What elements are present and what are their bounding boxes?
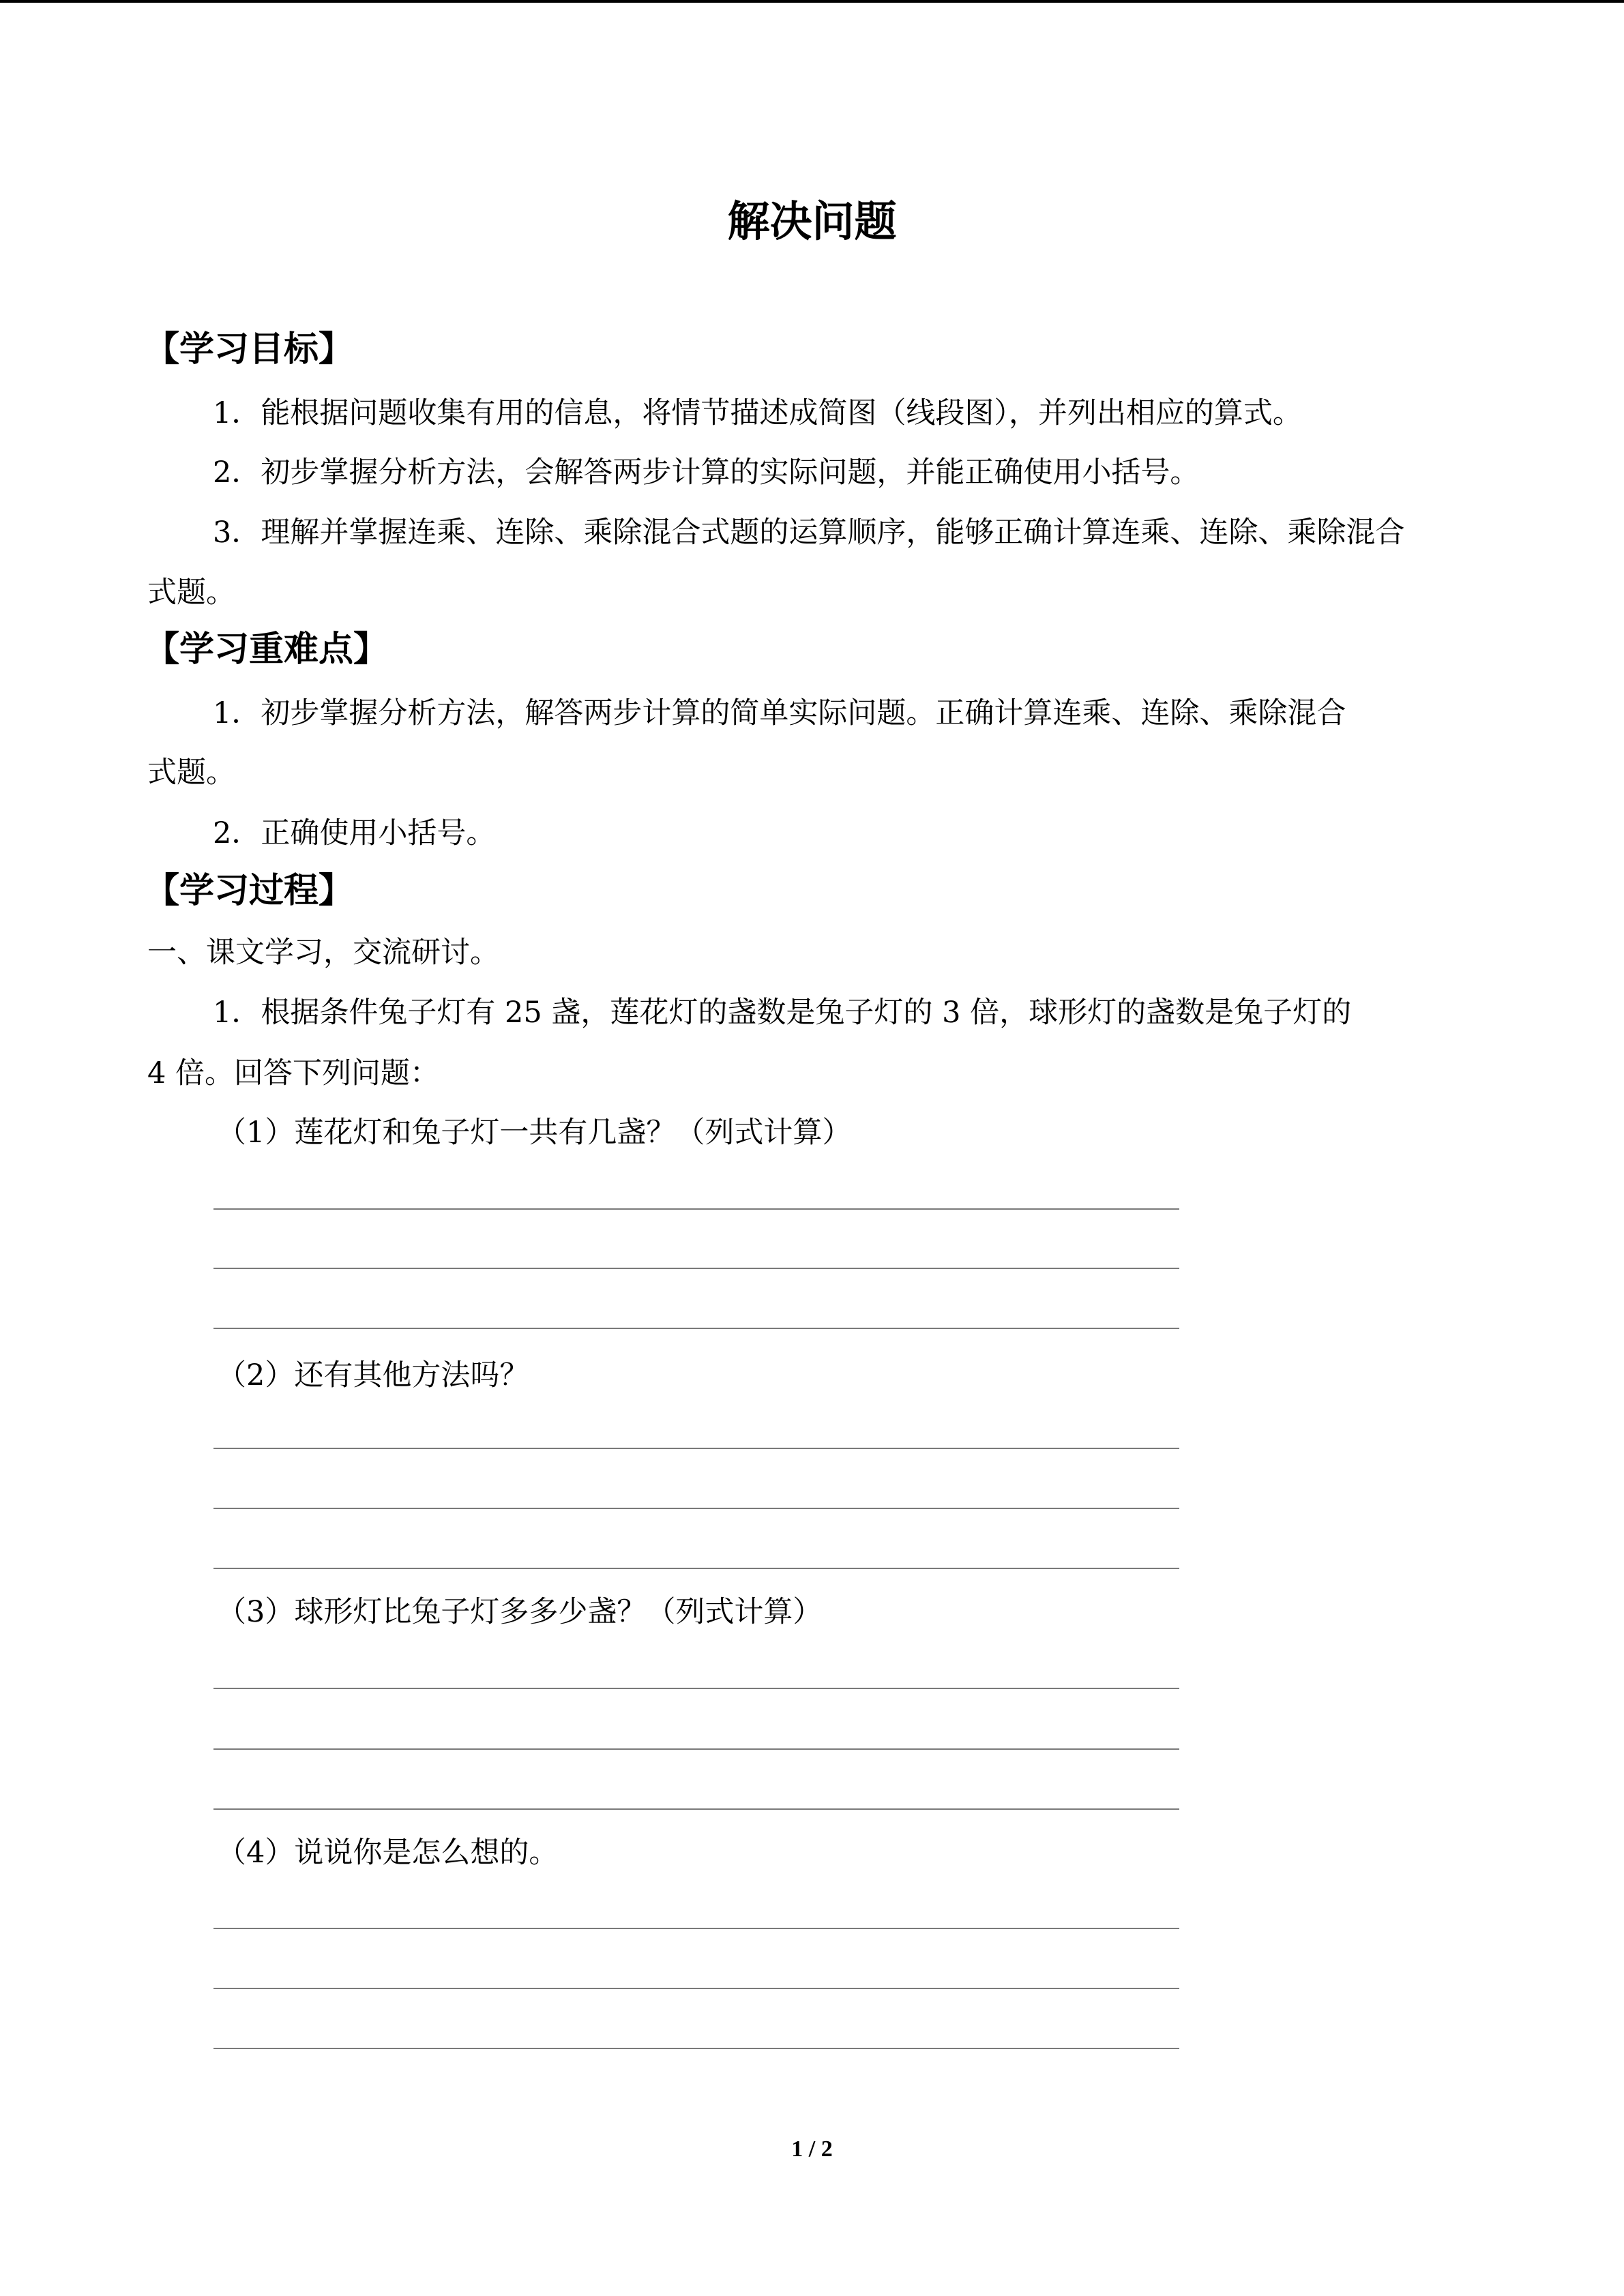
- heading-objectives: 【学习目标】: [145, 329, 354, 370]
- objective-item-3: 3．理解并掌握连乘、连除、乘除混合式题的运算顺序，能够正确计算连乘、连除、乘除混合: [213, 516, 1405, 550]
- objective-item-2: 2．初步掌握分析方法，会解答两步计算的实际问题，并能正确使用小括号。: [213, 456, 1200, 490]
- answer-line: [213, 1808, 1179, 1810]
- key-point-item-1-continued: 式题。: [147, 756, 235, 790]
- sub-question-3: （3）球形灯比兔子灯多多少盏？（列式计算）: [217, 1595, 823, 1629]
- sub-question-2: （2）还有其他方法吗？: [217, 1358, 529, 1392]
- answer-line: [213, 1268, 1179, 1269]
- heading-process: 【学习过程】: [145, 871, 354, 911]
- question-1-continued: 4 倍。回答下列问题：: [147, 1056, 440, 1090]
- process-part-1: 一、课文学习，交流研讨。: [147, 936, 499, 970]
- answer-line: [213, 1328, 1179, 1329]
- answer-line: [213, 1748, 1179, 1750]
- key-point-item-1: 1．初步掌握分析方法，解答两步计算的简单实际问题。正确计算连乘、连除、乘除混合: [213, 696, 1346, 730]
- answer-line: [213, 1508, 1179, 1509]
- answer-line: [213, 1688, 1179, 1689]
- question-1: 1．根据条件兔子灯有 25 盏，莲花灯的盏数是兔子灯的 3 倍，球形灯的盏数是兔子灯的: [213, 996, 1352, 1030]
- sub-question-1: （1）莲花灯和兔子灯一共有几盏？（列式计算）: [217, 1116, 852, 1150]
- answer-line: [213, 1448, 1179, 1449]
- page-number: 1 / 2: [791, 2136, 833, 2162]
- key-point-item-2: 2．正确使用小括号。: [213, 816, 496, 850]
- objective-item-1: 1．能根据问题收集有用的信息，将情节描述成简图（线段图），并列出相应的算式。: [213, 396, 1302, 430]
- answer-line: [213, 1928, 1179, 1929]
- answer-line: [213, 1988, 1179, 1989]
- answer-line: [213, 1568, 1179, 1569]
- top-border: [0, 0, 1624, 3]
- answer-line: [213, 2048, 1179, 2049]
- page-title: 解决问题: [727, 196, 897, 246]
- heading-key-points: 【学习重难点】: [145, 629, 389, 670]
- objective-item-3-continued: 式题。: [147, 576, 235, 610]
- sub-question-4: （4）说说你是怎么想的。: [217, 1836, 559, 1870]
- answer-line: [213, 1208, 1179, 1210]
